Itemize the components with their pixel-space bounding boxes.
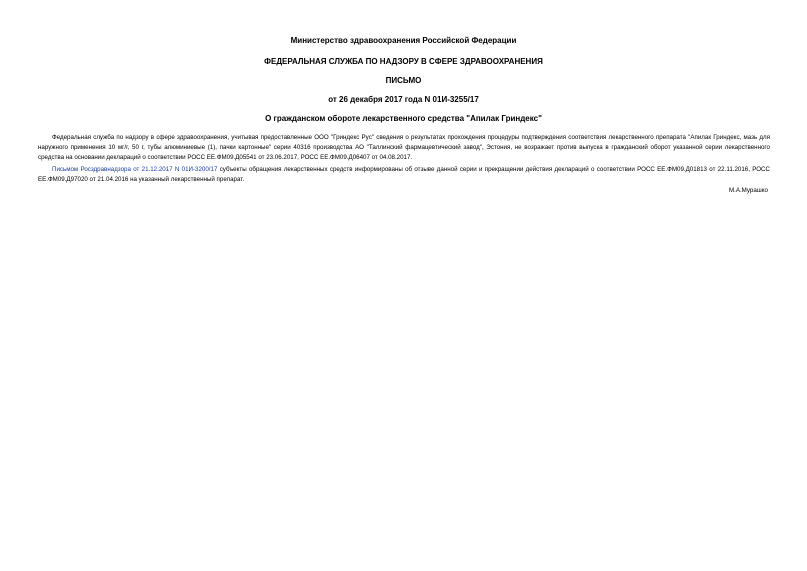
signature: М.А.Мурашко	[728, 187, 768, 194]
paragraph-2	[38, 165, 770, 185]
document-date-number: от 26 декабря 2017 года N 01И-3255/17	[328, 95, 479, 104]
reference-letter-link[interactable]: Письмом Росздравнадзора от 21.12.2017 N 01И-3200/17	[52, 166, 218, 173]
paragraph-2-text: субъекты обращения лекарственных средств информированы об отзыве данной серии и прекращении действия деклараций о соответствии РОСС ЕЕ.ФМ09.Д01813 от 22.11.2016, РОСС ЕЕ.ФМ09.Д97020 от 21.04.2016 на указанный лекарственный препарат.	[38, 166, 770, 184]
document-subject: О гражданском обороте лекарственного средства "Апилак Гриндекс"	[265, 114, 542, 123]
paragraph-1: Федеральная служба по надзору в сфере здравоохранения, учитывая предоставленные ООО "Гриндекс Рус" сведения о результатах прохождения процедуры подтверждения соответствия лекарственного препарата "Апилак Гриндекс, мазь для наружного применения 10 мг/г, 50 г, тубы алюминиевые (1), пачки картонные" серии 40316 производства АО "Таллинский фармацевтический завод", Эстония, не возражает против выпуска в гражданский оборот указанной серии лекарственного средства на основании деклараций о соответствии РОСС ЕЕ.ФМ09.Д05541 от 23.06.2017, РОСС ЕЕ.ФМ09.Д06407 от 04.08.2017.	[38, 134, 770, 162]
ministry-title: Министерство здравоохранения Российской Федерации	[290, 36, 517, 45]
agency-title: ФЕДЕРАЛЬНАЯ СЛУЖБА ПО НАДЗОРУ В СФЕРЕ ЗДРАВООХРАНЕНИЯ	[264, 57, 543, 66]
document-type: ПИСЬМО	[385, 76, 422, 85]
